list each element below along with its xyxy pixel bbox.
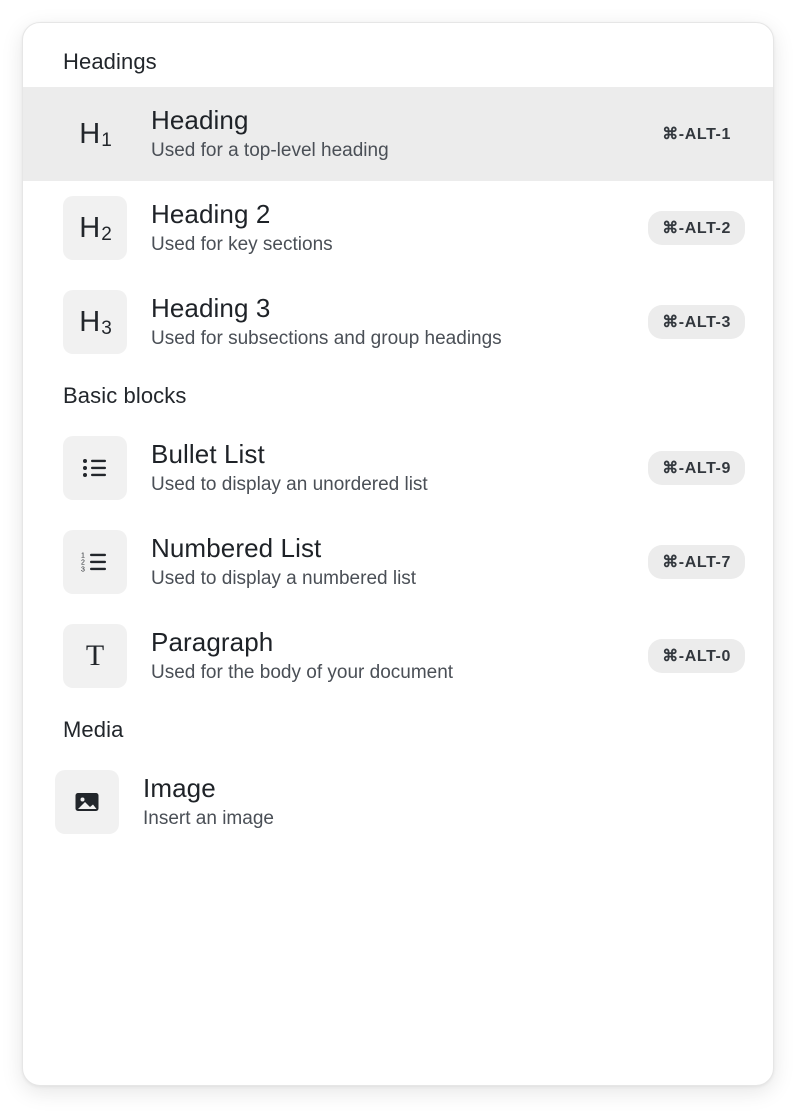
- numbered-list-icon: [63, 530, 127, 594]
- heading-2-icon: $H_2$: [63, 196, 127, 260]
- menu-item-image[interactable]: [23, 755, 773, 849]
- menu-item-text: [127, 439, 648, 497]
- menu-item-shortcut: ⌘-ALT-7: [648, 545, 745, 579]
- group-label-headings: Headings: [63, 49, 157, 74]
- svg-text:1: 1: [81, 552, 85, 560]
- menu-item-title: Heading 3: [151, 292, 271, 323]
- menu-item-shortcut: ⌘-ALT-1: [662, 126, 731, 143]
- menu-item-description: Used for the body of your document: [151, 662, 454, 684]
- svg-text:3: 3: [81, 566, 85, 574]
- menu-item-heading-3[interactable]: [23, 275, 773, 369]
- heading-1-icon: $H_1$: [79, 117, 112, 151]
- bullet-list-icon: [63, 436, 127, 500]
- paragraph-icon: T: [63, 624, 127, 688]
- menu-item-title: Image: [143, 772, 216, 803]
- menu-item-title: Heading: [151, 104, 249, 135]
- menu-item-description: Insert an image: [143, 808, 274, 830]
- menu-item-description: Used for key sections: [151, 234, 333, 256]
- menu-item-paragraph[interactable]: [23, 609, 773, 703]
- menu-item-title: Numbered List: [151, 532, 322, 563]
- group-label-media: Media: [63, 717, 124, 742]
- group-label-basic-blocks: Basic blocks: [63, 383, 187, 408]
- menu-item-text: [127, 105, 648, 163]
- menu-item-title: Heading 2: [151, 198, 271, 229]
- menu-item-description: Used to display an unordered list: [151, 474, 428, 496]
- menu-item-shortcut: ⌘-ALT-3: [648, 305, 745, 339]
- svg-text:2: 2: [81, 559, 85, 567]
- menu-item-title: Bullet List: [151, 438, 265, 469]
- menu-item-numbered-list[interactable]: [23, 515, 773, 609]
- menu-item-text: [119, 773, 717, 831]
- menu-item-text: [127, 199, 648, 257]
- menu-item-shortcut: ⌘-ALT-2: [648, 211, 745, 245]
- menu-item-text: [127, 627, 648, 685]
- menu-item-shortcut: [717, 795, 745, 809]
- menu-item-title: Paragraph: [151, 626, 274, 657]
- menu-item-heading-1[interactable]: [23, 87, 773, 181]
- menu-item-description: Used to display a numbered list: [151, 568, 417, 590]
- menu-item-heading-2[interactable]: [23, 181, 773, 275]
- menu-item-description: Used for a top-level heading: [151, 140, 389, 162]
- menu-item-shortcut: ⌘-ALT-0: [648, 639, 745, 673]
- menu-item-shortcut: ⌘-ALT-9: [648, 451, 745, 485]
- menu-item-text: [127, 533, 648, 591]
- menu-item-bullet-list[interactable]: [23, 421, 773, 515]
- image-icon: [55, 770, 119, 834]
- heading-3-icon: $H_3$: [63, 290, 127, 354]
- menu-item-text: [127, 293, 648, 351]
- block-type-menu: [22, 22, 774, 1086]
- menu-item-description: Used for subsections and group headings: [151, 328, 502, 350]
